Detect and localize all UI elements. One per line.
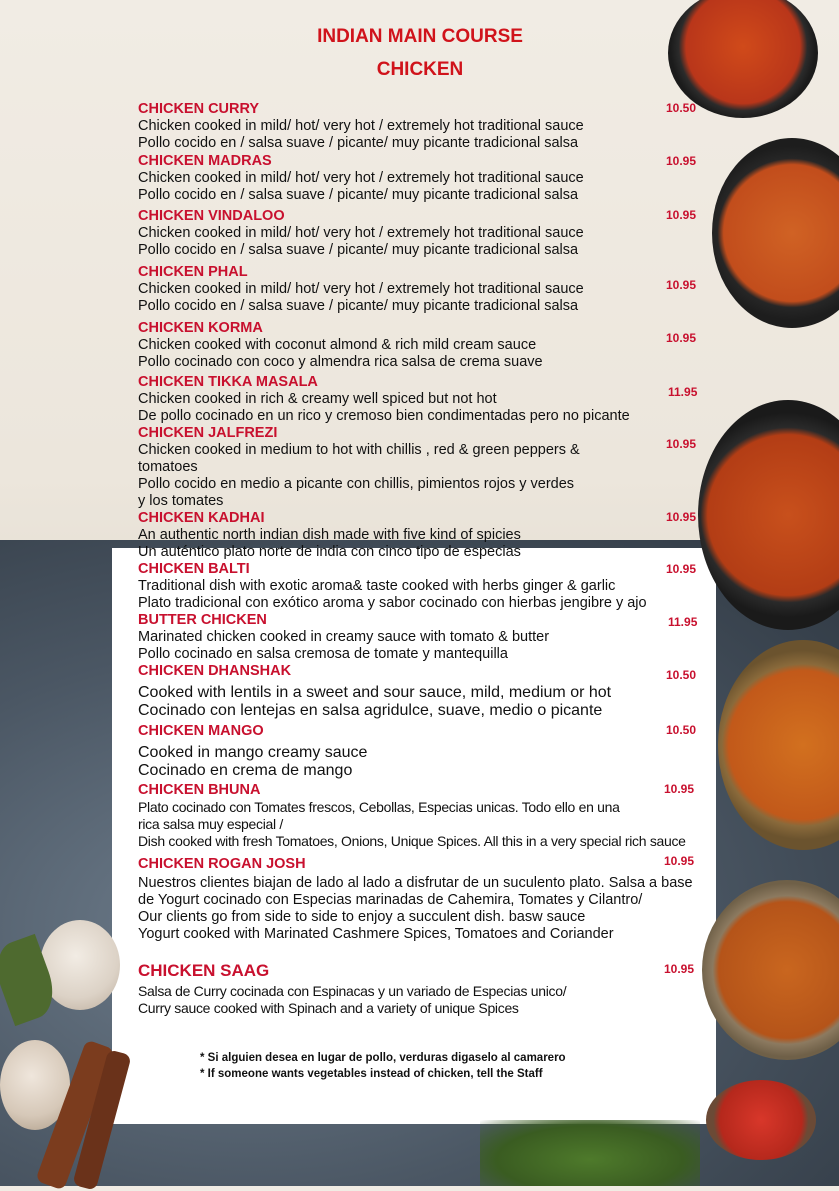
dish-price: 10.95 xyxy=(666,278,697,292)
dish-price: 10.95 xyxy=(666,510,697,524)
dish-description: Our clients go from side to side to enjoy a succulent dish. basw sauce xyxy=(138,909,586,925)
dish-price: 10.95 xyxy=(666,154,697,168)
dish-description: de Yogurt cocinado con Especias marinadas de Cahemira, Tomates y Cilantro/ xyxy=(138,892,643,908)
dish-item xyxy=(138,101,708,152)
dish-name: CHICKEN PHAL xyxy=(138,264,248,280)
dish-description: Cooked with lentils in a sweet and sour sauce, mild, medium or hot xyxy=(138,684,612,701)
dish-description: Marinated chicken cooked in creamy sauce with tomato & butter xyxy=(138,629,550,645)
dish-description: Cocinado en crema de mango xyxy=(138,762,353,779)
dish-item xyxy=(138,663,708,720)
dish-description: Chicken cooked in mild/ hot/ very hot / extremely hot traditional sauce xyxy=(138,118,584,134)
dish-description: tomatoes xyxy=(138,459,198,475)
dish-description: Curry sauce cooked with Spinach and a variety of unique Spices xyxy=(138,1000,519,1016)
dish-description: Chicken cooked in mild/ hot/ very hot / extremely hot traditional sauce xyxy=(138,281,584,297)
dish-item xyxy=(138,782,708,850)
dish-description: Pollo cocinado con coco y almendra rica salsa de crema suave xyxy=(138,354,543,370)
dish-item xyxy=(138,510,708,561)
dish-price: 10.95 xyxy=(664,782,695,796)
dish-description: Pollo cocido en / salsa suave / picante/ muy picante tradicional salsa xyxy=(138,187,579,203)
dish-name: CHICKEN CURRY xyxy=(138,101,260,117)
dish-description: Pollo cocido en / salsa suave / picante/ muy picante tradicional salsa xyxy=(138,298,579,314)
dish-description: Pollo cocinado en salsa cremosa de tomate y mantequilla xyxy=(138,646,508,662)
dish-name: CHICKEN TIKKA MASALA xyxy=(138,374,318,390)
spice-bowl-image xyxy=(706,1080,816,1160)
dish-description: Dish cooked with fresh Tomatoes, Onions, Unique Spices. All this in a very special rich sauce xyxy=(138,833,686,849)
dish-name: CHICKEN BALTI xyxy=(138,561,250,577)
dish-name: CHICKEN MANGO xyxy=(138,723,264,739)
dish-description: rica salsa muy especial / xyxy=(138,816,284,832)
dish-description: Salsa de Curry cocinada con Espinacas y un variado de Especias unico/ xyxy=(138,983,567,999)
dish-price: 10.95 xyxy=(666,208,697,222)
dish-name: BUTTER CHICKEN xyxy=(138,612,267,628)
dish-item xyxy=(138,561,708,612)
dish-name: CHICKEN KORMA xyxy=(138,320,263,336)
dish-item xyxy=(138,264,708,315)
dish-item xyxy=(138,612,708,663)
dish-price: 10.95 xyxy=(664,854,695,868)
dish-description: Pollo cocido en / salsa suave / picante/ muy picante tradicional salsa xyxy=(138,135,579,151)
dish-name: CHICKEN BHUNA xyxy=(138,782,261,798)
note-line: * Si alguien desea en lugar de pollo, verduras digaselo al camarero xyxy=(200,1052,566,1064)
dish-price: 10.95 xyxy=(666,437,697,451)
dish-price: 10.95 xyxy=(666,331,697,345)
dish-description: Chicken cooked in mild/ hot/ very hot / extremely hot traditional sauce xyxy=(138,225,584,241)
dish-price: 10.50 xyxy=(666,668,697,682)
dish-price: 10.50 xyxy=(666,723,697,737)
dish-item xyxy=(138,425,708,510)
dish-name: CHICKEN KADHAI xyxy=(138,510,265,526)
dish-item xyxy=(138,208,708,259)
dish-description: Nuestros clientes biajan de lado al lado a disfrutar de un suculento plato. Salsa a base xyxy=(138,875,693,891)
dish-description: Un auténtico plato norte de india con cinco tipo de especias xyxy=(138,544,521,560)
dish-name: CHICKEN DHANSHAK xyxy=(138,663,292,679)
menu-title: INDIAN MAIN COURSE xyxy=(317,26,523,47)
dish-name: CHICKEN JALFREZI xyxy=(138,425,278,441)
dish-price: 11.95 xyxy=(668,615,698,629)
dish-name: CHICKEN ROGAN JOSH xyxy=(138,856,306,872)
dish-description: Pollo cocido en / salsa suave / picante/ muy picante tradicional salsa xyxy=(138,242,579,258)
menu-notes xyxy=(200,1050,566,1082)
dish-name: CHICKEN VINDALOO xyxy=(138,208,285,224)
dish-description: Chicken cooked in rich & creamy well spiced but not hot xyxy=(138,391,497,407)
dish-description: Chicken cooked in medium to hot with chillis , red & green peppers & xyxy=(138,442,580,458)
dish-item xyxy=(138,153,708,204)
dish-item xyxy=(138,962,708,1017)
dish-item xyxy=(138,723,708,780)
dish-item xyxy=(138,856,708,943)
dish-description: y los tomates xyxy=(138,493,224,509)
herbs-image xyxy=(480,1120,700,1186)
dish-description: Cocinado con lentejas en salsa agridulce, suave, medio o picante xyxy=(138,702,603,719)
dish-description: De pollo cocinado en un rico y cremoso bien condimentadas pero no picante xyxy=(138,408,630,424)
dish-description: Chicken cooked with coconut almond & rich mild cream sauce xyxy=(138,337,537,353)
dish-item xyxy=(138,374,708,425)
dish-price: 11.95 xyxy=(668,385,698,399)
dish-description: Plato cocinado con Tomates frescos, Cebollas, Especias unicas. Todo ello en una xyxy=(138,799,620,815)
dish-description: An authentic north indian dish made with five kind of spicies xyxy=(138,527,521,543)
note-line: * If someone wants vegetables instead of chicken, tell the Staff xyxy=(200,1068,543,1080)
dish-description: Yogurt cooked with Marinated Cashmere Spices, Tomatoes and Coriander xyxy=(138,926,614,942)
dish-description: Plato tradicional con exótico aroma y sabor cocinado con hierbas jengibre y ajo xyxy=(138,595,647,611)
dish-price: 10.95 xyxy=(666,562,697,576)
menu-subtitle: CHICKEN xyxy=(376,59,464,80)
dish-price: 10.95 xyxy=(664,962,695,976)
dish-name: CHICKEN SAAG xyxy=(138,961,270,980)
dish-description: Chicken cooked in mild/ hot/ very hot / extremely hot traditional sauce xyxy=(138,170,584,186)
curry-bowl-image xyxy=(712,138,839,328)
dish-description: Pollo cocido en medio a picante con chillis, pimientos rojos y verdes xyxy=(138,476,575,492)
dish-name: CHICKEN MADRAS xyxy=(138,153,272,169)
dish-price: 10.50 xyxy=(666,101,697,115)
dish-description: Cooked in mango creamy sauce xyxy=(138,744,368,761)
dish-item xyxy=(138,320,708,371)
dish-description: Traditional dish with exotic aroma& taste cooked with herbs ginger & garlic xyxy=(138,578,616,594)
